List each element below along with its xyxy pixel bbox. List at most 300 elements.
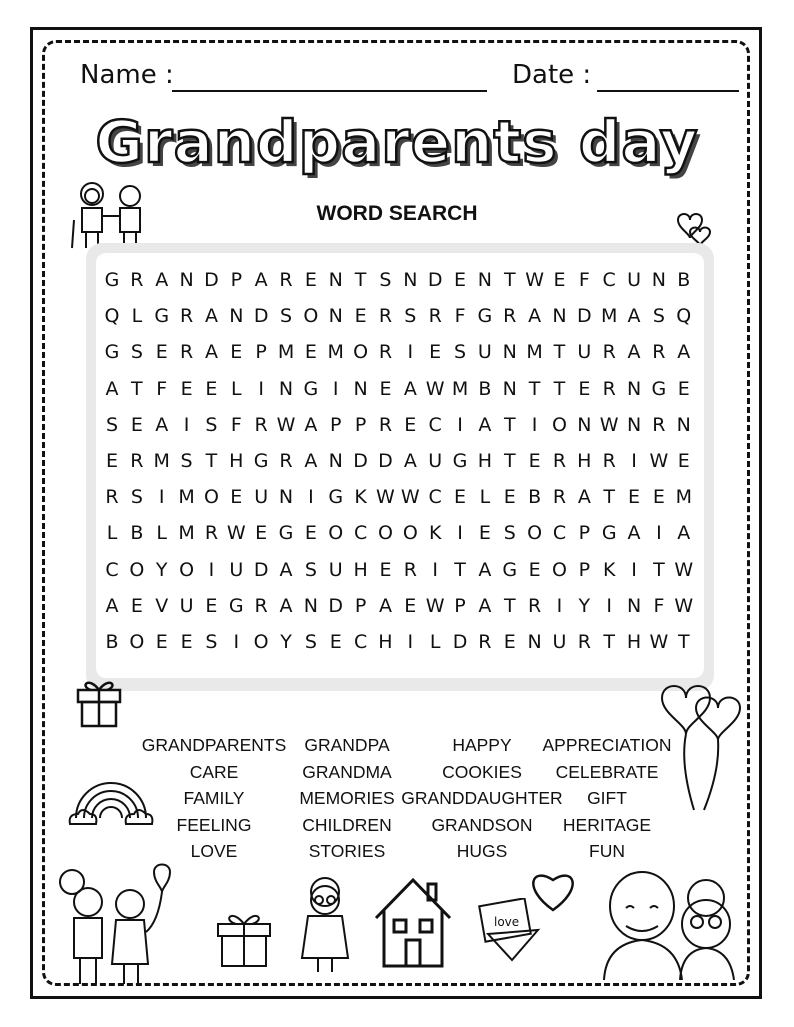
grid-letter[interactable]: F: [156, 377, 168, 400]
word-item: GIFT: [587, 788, 627, 808]
grid-letter[interactable]: W: [525, 269, 544, 292]
grid-letter[interactable]: P: [354, 413, 367, 436]
grid-letter[interactable]: N: [403, 269, 418, 292]
elderly-couple-portrait-icon: [596, 868, 746, 980]
grid-letter[interactable]: U: [328, 558, 343, 581]
grid-letter[interactable]: W: [674, 558, 694, 581]
grid-letter[interactable]: D: [452, 630, 468, 653]
grid-letter[interactable]: R: [428, 305, 442, 328]
grid-letter[interactable]: A: [528, 305, 542, 328]
grid-letter[interactable]: R: [179, 305, 194, 328]
grid-letter[interactable]: E: [652, 486, 665, 509]
grid-letter[interactable]: T: [603, 630, 615, 653]
grid-letter[interactable]: A: [105, 377, 119, 400]
grid-letter[interactable]: I: [556, 594, 563, 617]
grid-letter[interactable]: F: [454, 305, 466, 328]
grid-letter[interactable]: O: [179, 558, 195, 581]
grid-letter[interactable]: C: [602, 269, 616, 292]
grid-letter[interactable]: G: [328, 486, 344, 509]
grid-letter[interactable]: E: [304, 269, 317, 292]
grid-letter[interactable]: B: [677, 269, 691, 292]
grid-letter[interactable]: T: [503, 594, 516, 617]
grid-letter[interactable]: H: [626, 630, 642, 653]
grid-row: [102, 443, 694, 479]
grid-letter[interactable]: M: [178, 522, 195, 545]
grid-letter[interactable]: A: [304, 413, 318, 436]
grid-letter[interactable]: L: [156, 522, 168, 545]
grid-letter[interactable]: E: [528, 450, 541, 473]
grid-letter[interactable]: A: [155, 413, 169, 436]
grid-letter[interactable]: E: [180, 630, 193, 653]
grid-letter[interactable]: N: [552, 305, 567, 328]
grid-letter[interactable]: A: [204, 341, 218, 364]
grid-letter[interactable]: I: [407, 341, 414, 364]
grid-letter[interactable]: E: [503, 630, 516, 653]
grid-letter[interactable]: V: [155, 594, 169, 617]
grid-letter[interactable]: E: [130, 413, 143, 436]
gift-box-icon: [214, 904, 274, 970]
grid-letter[interactable]: H: [378, 630, 393, 653]
grid-letter[interactable]: D: [427, 269, 443, 292]
grid-letter[interactable]: P: [578, 558, 591, 581]
word-item: FAMILY: [183, 788, 245, 808]
name-label: Name :: [80, 60, 174, 90]
grid-letter[interactable]: E: [454, 486, 467, 509]
grid-letter[interactable]: M: [675, 486, 692, 509]
word-item: LOVE: [190, 841, 238, 861]
grid-letter[interactable]: C: [353, 522, 368, 545]
grid-letter[interactable]: P: [354, 594, 367, 617]
grid-letter[interactable]: T: [553, 377, 566, 400]
grid-letter[interactable]: B: [478, 377, 492, 400]
grid-letter[interactable]: E: [130, 594, 143, 617]
word-item: HERITAGE: [562, 814, 652, 835]
grid-letter[interactable]: R: [254, 413, 268, 436]
grid-letter[interactable]: S: [454, 341, 467, 364]
grid-letter[interactable]: R: [577, 630, 591, 653]
grid-letter[interactable]: W: [425, 594, 445, 617]
grid-letter[interactable]: K: [428, 522, 442, 545]
word-item: CARE: [189, 761, 239, 782]
grid-letter[interactable]: G: [303, 377, 319, 400]
grid-letter[interactable]: N: [527, 630, 542, 653]
grid-letter[interactable]: N: [328, 450, 343, 473]
grid-letter[interactable]: P: [454, 594, 466, 617]
grid-letter[interactable]: R: [403, 558, 417, 581]
grid-letter[interactable]: N: [353, 377, 368, 400]
grid-letter[interactable]: R: [105, 486, 119, 509]
grid-letter[interactable]: O: [129, 558, 145, 581]
grid-letter[interactable]: S: [404, 305, 417, 328]
grid-letter[interactable]: I: [258, 377, 264, 400]
grid-letter[interactable]: E: [155, 630, 168, 653]
grid-letter[interactable]: O: [527, 522, 543, 545]
word-item: APPRECIATION: [542, 735, 672, 755]
grid-letter[interactable]: A: [677, 341, 691, 364]
grid-letter[interactable]: O: [203, 486, 219, 509]
page-title: Grandparents day: [95, 108, 699, 176]
grid-letter[interactable]: T: [503, 413, 516, 436]
grid-letter[interactable]: N: [179, 269, 194, 292]
grid-letter[interactable]: E: [454, 269, 467, 292]
grid-letter[interactable]: A: [378, 594, 392, 617]
grid-letter[interactable]: E: [205, 377, 218, 400]
grid-letter[interactable]: N: [229, 305, 244, 328]
grid-letter[interactable]: F: [653, 594, 665, 617]
grid-letter[interactable]: M: [178, 486, 195, 509]
grid-letter[interactable]: T: [603, 486, 615, 509]
grid-letter[interactable]: G: [651, 377, 667, 400]
grid-letter[interactable]: E: [230, 341, 243, 364]
word-item: MEMORIES: [299, 788, 395, 808]
grid-letter[interactable]: O: [377, 522, 393, 545]
grid-letter[interactable]: Y: [578, 594, 591, 617]
grid-letter[interactable]: W: [599, 413, 619, 436]
grid-letter[interactable]: A: [403, 377, 417, 400]
grid-letter[interactable]: W: [400, 486, 420, 509]
grid-letter[interactable]: T: [677, 630, 690, 653]
grid-letter[interactable]: A: [677, 522, 691, 545]
grid-letter[interactable]: I: [183, 413, 190, 436]
grid-letter[interactable]: L: [429, 630, 441, 653]
grid-letter[interactable]: E: [503, 486, 516, 509]
grid-letter[interactable]: B: [528, 486, 542, 509]
grid-letter[interactable]: S: [503, 522, 516, 545]
grid-letter[interactable]: G: [154, 305, 170, 328]
grid-letter[interactable]: C: [552, 522, 567, 545]
grid-letter[interactable]: H: [229, 450, 244, 473]
grid-letter[interactable]: E: [553, 269, 566, 292]
grid-letter[interactable]: W: [276, 413, 296, 436]
grid-letter[interactable]: I: [208, 558, 215, 581]
grid-letter[interactable]: A: [478, 413, 492, 436]
grid-letter[interactable]: D: [253, 558, 269, 581]
grid-letter[interactable]: I: [656, 522, 662, 545]
letter-grid: [102, 262, 694, 660]
grid-letter[interactable]: A: [403, 450, 417, 473]
grid-letter[interactable]: A: [254, 269, 268, 292]
grid-letter[interactable]: R: [503, 305, 517, 328]
grid-letter[interactable]: D: [378, 450, 393, 473]
grid-letter[interactable]: S: [379, 269, 392, 292]
grid-letter[interactable]: M: [600, 305, 618, 328]
grid-letter[interactable]: R: [378, 305, 393, 328]
grid-letter[interactable]: E: [304, 522, 317, 545]
word-item: GRANDPA: [304, 735, 390, 755]
grid-letter[interactable]: D: [204, 269, 219, 292]
grid-letter[interactable]: I: [233, 630, 240, 653]
grid-letter[interactable]: Q: [104, 305, 120, 328]
grid-letter[interactable]: O: [328, 522, 344, 545]
grid-letter[interactable]: I: [606, 594, 612, 617]
grid-letter[interactable]: S: [205, 630, 218, 653]
grid-letter[interactable]: C: [353, 630, 368, 653]
grid-letter[interactable]: K: [354, 486, 367, 509]
grid-letter[interactable]: N: [502, 377, 517, 400]
grid-letter[interactable]: N: [303, 594, 318, 617]
grid-letter[interactable]: Y: [155, 558, 168, 581]
grid-letter[interactable]: F: [230, 413, 242, 436]
grid-letter[interactable]: G: [502, 558, 518, 581]
grid-letter[interactable]: M: [451, 377, 469, 400]
grid-letter[interactable]: A: [627, 305, 641, 328]
word-item: GRANDMA: [302, 761, 392, 782]
grid-letter[interactable]: E: [628, 486, 641, 509]
grid-letter[interactable]: I: [631, 558, 637, 581]
grid-letter[interactable]: I: [158, 486, 165, 509]
grid-letter[interactable]: M: [153, 450, 170, 473]
grid-letter[interactable]: C: [428, 413, 442, 436]
grid-letter[interactable]: R: [602, 377, 616, 400]
grid-letter[interactable]: G: [104, 269, 120, 292]
grid-letter[interactable]: B: [105, 630, 119, 653]
grid-letter[interactable]: G: [452, 450, 468, 473]
grid-letter[interactable]: I: [332, 377, 339, 400]
grid-letter[interactable]: R: [279, 450, 293, 473]
grid-letter[interactable]: T: [653, 558, 665, 581]
grid-letter[interactable]: E: [354, 305, 367, 328]
grid-letter[interactable]: E: [255, 522, 268, 545]
grid-letter[interactable]: G: [104, 341, 120, 364]
grid-letter[interactable]: A: [155, 269, 169, 292]
grid-letter[interactable]: S: [205, 413, 218, 436]
grid-row: [102, 298, 694, 334]
grid-letter[interactable]: I: [457, 413, 463, 436]
grid-letter[interactable]: R: [378, 413, 393, 436]
grid-letter[interactable]: R: [179, 341, 194, 364]
grid-letter[interactable]: U: [577, 341, 592, 364]
grid-letter[interactable]: N: [328, 269, 343, 292]
grid-letter[interactable]: E: [155, 341, 168, 364]
grid-letter[interactable]: A: [627, 522, 641, 545]
grid-letter[interactable]: U: [627, 269, 641, 292]
grid-letter[interactable]: R: [528, 594, 542, 617]
grid-letter[interactable]: T: [454, 558, 466, 581]
grid-letter[interactable]: R: [254, 594, 268, 617]
grid-letter[interactable]: N: [651, 269, 667, 292]
grid-letter[interactable]: E: [180, 377, 193, 400]
grid-letter[interactable]: E: [205, 594, 218, 617]
grid-letter[interactable]: F: [578, 269, 590, 292]
grid-letter[interactable]: L: [231, 377, 242, 400]
word-item: GRANDPARENTS: [141, 735, 287, 755]
grid-letter[interactable]: E: [429, 341, 442, 364]
grid-row: [102, 515, 694, 551]
grid-letter[interactable]: U: [477, 341, 492, 364]
grid-letter[interactable]: N: [328, 305, 343, 328]
grid-letter[interactable]: H: [477, 450, 493, 473]
grid-letter[interactable]: T: [205, 450, 218, 473]
grid-letter[interactable]: T: [131, 377, 143, 400]
grid-letter[interactable]: S: [304, 558, 317, 581]
grid-letter[interactable]: D: [577, 305, 592, 328]
grandparents-family-icon: [46, 860, 186, 990]
grid-letter[interactable]: P: [255, 341, 267, 364]
grid-letter[interactable]: I: [457, 522, 463, 545]
grid-letter[interactable]: L: [131, 305, 143, 328]
grid-letter[interactable]: S: [130, 341, 143, 364]
grid-letter[interactable]: E: [478, 522, 491, 545]
grid-letter[interactable]: R: [204, 522, 219, 545]
grid-letter[interactable]: U: [254, 486, 269, 509]
grid-letter[interactable]: E: [578, 377, 591, 400]
grid-letter[interactable]: W: [226, 522, 246, 545]
grid-letter[interactable]: G: [278, 522, 294, 545]
grid-letter[interactable]: U: [179, 594, 194, 617]
grid-letter[interactable]: N: [278, 486, 294, 509]
grid-letter[interactable]: E: [230, 486, 243, 509]
grid-letter[interactable]: M: [526, 341, 543, 364]
word-item: HUGS: [456, 841, 508, 861]
grid-letter[interactable]: O: [303, 305, 319, 328]
grid-letter[interactable]: G: [228, 594, 244, 617]
grid-letter[interactable]: I: [432, 558, 438, 581]
grid-letter[interactable]: M: [327, 341, 344, 364]
grid-letter[interactable]: R: [130, 450, 144, 473]
grid-letter[interactable]: T: [528, 377, 541, 400]
grid-letter[interactable]: S: [279, 305, 293, 328]
grid-letter[interactable]: G: [601, 522, 617, 545]
grid-letter[interactable]: N: [278, 377, 294, 400]
grid-letter[interactable]: E: [528, 558, 541, 581]
grid-letter[interactable]: A: [279, 558, 293, 581]
grid-row: [102, 334, 694, 370]
grid-letter[interactable]: O: [551, 413, 567, 436]
grid-letter[interactable]: N: [626, 377, 642, 400]
grid-letter[interactable]: A: [478, 558, 492, 581]
house-icon: [372, 874, 454, 970]
grid-letter[interactable]: S: [180, 450, 193, 473]
grid-letter[interactable]: T: [553, 341, 566, 364]
grid-letter[interactable]: L: [106, 522, 118, 545]
grid-letter[interactable]: U: [229, 558, 244, 581]
grid-letter[interactable]: S: [130, 486, 143, 509]
grid-letter[interactable]: O: [129, 630, 145, 653]
grid-letter[interactable]: B: [130, 522, 144, 545]
grid-letter[interactable]: S: [652, 305, 665, 328]
name-field[interactable]: [172, 90, 487, 92]
grid-letter[interactable]: R: [478, 630, 492, 653]
grid-letter[interactable]: P: [578, 522, 591, 545]
grid-letter[interactable]: W: [425, 377, 445, 400]
grid-letter[interactable]: A: [204, 305, 218, 328]
grid-letter[interactable]: U: [552, 630, 567, 653]
grid-letter[interactable]: C: [105, 558, 119, 581]
grid-row: [102, 588, 694, 624]
grid-letter[interactable]: Y: [280, 630, 292, 653]
grid-letter[interactable]: W: [376, 486, 395, 509]
grid-letter[interactable]: M: [277, 341, 295, 364]
grid-letter[interactable]: R: [378, 341, 393, 364]
grid-row: [102, 407, 694, 443]
grid-letter[interactable]: K: [602, 558, 616, 581]
grid-letter[interactable]: D: [328, 594, 344, 617]
grid-letter[interactable]: R: [652, 341, 666, 364]
grid-letter[interactable]: N: [577, 413, 592, 436]
grid-letter[interactable]: W: [649, 450, 669, 473]
grid-letter[interactable]: I: [631, 450, 637, 473]
grid-letter[interactable]: A: [478, 594, 492, 617]
grid-letter[interactable]: R: [652, 413, 666, 436]
word-item: COOKIES: [442, 761, 522, 782]
grid-letter[interactable]: H: [577, 450, 592, 473]
rainbow-icon: [66, 768, 156, 830]
grid-letter[interactable]: E: [677, 450, 690, 473]
grid-letter[interactable]: U: [428, 450, 443, 473]
grid-letter[interactable]: O: [402, 522, 418, 545]
grid-letter[interactable]: S: [304, 630, 317, 653]
grid-letter[interactable]: N: [626, 413, 642, 436]
grid-letter[interactable]: N: [676, 413, 691, 436]
heart-icon: [526, 866, 580, 914]
grid-letter[interactable]: A: [304, 450, 318, 473]
grid-letter[interactable]: E: [304, 341, 317, 364]
grid-letter[interactable]: G: [253, 450, 269, 473]
grid-letter[interactable]: E: [329, 630, 342, 653]
grid-letter[interactable]: Q: [676, 305, 692, 328]
grid-letter[interactable]: O: [353, 341, 369, 364]
grid-letter[interactable]: E: [404, 413, 417, 436]
grid-letter[interactable]: A: [105, 594, 119, 617]
grid-letter[interactable]: L: [479, 486, 491, 509]
date-label: Date :: [512, 60, 592, 90]
grid-letter[interactable]: I: [407, 630, 414, 653]
grid-letter[interactable]: A: [627, 341, 641, 364]
grid-row: [102, 552, 694, 588]
grid-letter[interactable]: T: [503, 450, 516, 473]
grid-letter[interactable]: N: [502, 341, 517, 364]
grid-letter[interactable]: P: [330, 413, 342, 436]
grid-letter[interactable]: T: [354, 269, 367, 292]
grid-letter[interactable]: O: [253, 630, 269, 653]
grid-letter[interactable]: I: [531, 413, 538, 436]
grid-letter[interactable]: N: [626, 594, 642, 617]
grid-letter[interactable]: E: [379, 377, 392, 400]
date-field[interactable]: [597, 90, 739, 92]
grid-letter[interactable]: E: [379, 558, 392, 581]
grid-letter[interactable]: R: [602, 341, 616, 364]
grid-letter[interactable]: G: [477, 305, 493, 328]
grid-letter[interactable]: D: [353, 450, 368, 473]
grid-letter[interactable]: A: [577, 486, 591, 509]
grid-letter[interactable]: R: [552, 450, 567, 473]
grid-letter[interactable]: A: [279, 594, 293, 617]
grid-letter[interactable]: C: [428, 486, 442, 509]
grid-letter[interactable]: E: [677, 377, 690, 400]
word-column: [517, 732, 697, 865]
word-item: CELEBRATE: [555, 761, 659, 782]
grid-letter[interactable]: D: [253, 305, 269, 328]
grid-letter[interactable]: W: [674, 594, 694, 617]
grid-letter[interactable]: I: [308, 486, 314, 509]
grid-letter[interactable]: R: [552, 486, 567, 509]
grid-letter[interactable]: T: [503, 269, 516, 292]
grid-letter[interactable]: O: [551, 558, 567, 581]
grid-letter[interactable]: H: [353, 558, 368, 581]
subtitle: WORD SEARCH: [316, 202, 478, 225]
word-item: FUN: [589, 841, 625, 861]
grid-letter[interactable]: S: [105, 413, 119, 436]
grid-letter[interactable]: W: [649, 630, 669, 653]
word-item: GRANDDAUGHTER: [401, 788, 563, 808]
grid-letter[interactable]: R: [602, 450, 616, 473]
grid-letter[interactable]: E: [105, 450, 118, 473]
grid-letter[interactable]: R: [279, 269, 293, 292]
grid-letter[interactable]: P: [230, 269, 243, 292]
grid-letter[interactable]: E: [404, 594, 417, 617]
grid-letter[interactable]: R: [130, 269, 144, 292]
grid-letter[interactable]: N: [477, 269, 492, 292]
